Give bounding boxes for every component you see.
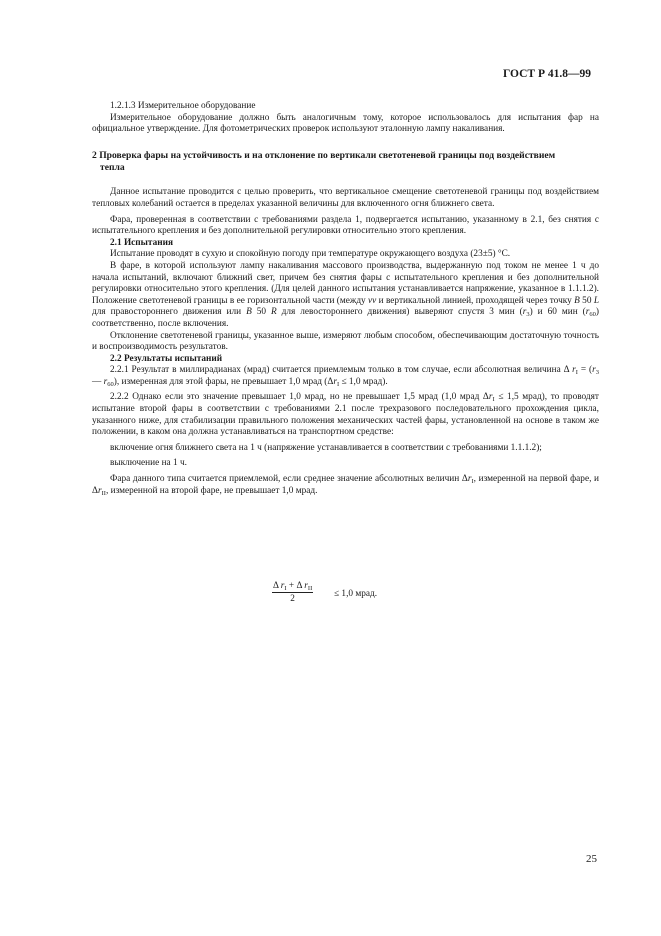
list-item-off: выключение на 1 ч.	[110, 458, 187, 469]
formula-denominator: 2	[290, 594, 295, 604]
paragraph: Данное испытание проводится с целью проверить, что вертикальное смещение светотеневой границы под воздействием тепловых колебаний остается в пределах указанной величины для включенного огня ближнего света.	[92, 187, 599, 209]
subsection-2-1-title: 2.1 Испытания	[110, 237, 173, 248]
clause-1-2-1-3: 1.2.1.3 Измерительное оборудование	[110, 101, 256, 111]
formula-fraction	[272, 581, 313, 604]
section-2-title-line1: 2 Проверка фары на устойчивость и на отклонение по вертикали светотеневой границы под воздействием	[92, 149, 556, 161]
paragraph: Измерительное оборудование должно быть аналогичным тому, которое использовалось для испытания фар на официальное утверждение. Для фотометрических проверок используют эталонную лампу накаливания.	[92, 112, 599, 135]
document-body	[92, 101, 599, 497]
paragraph: Фара, проверенная в соответствии с требованиями раздела 1, подвергается испытанию, указанному в 2.1, без снятия с испытательного крепления и без дополнительной регулировки относительно этого крепления.	[92, 214, 599, 237]
document-code: ГОСТ Р 41.8—99	[503, 68, 591, 80]
paragraph: Отклонение светотеневой границы, указанное выше, измеряют любым способом, обеспечивающим достаточную точность и воспроизводимость результатов.	[92, 330, 599, 353]
paragraph-acceptance: Фара данного типа считается приемлемой, если среднее значение абсолютных величин $\Delta r_I$, измеренной на первой фаре, и $\Delta r_{II}$, измеренной на второй фаре, не превышает 1,0 мрад.	[92, 474, 599, 497]
page-number: 25	[586, 853, 597, 865]
paragraph: Испытание проводят в сухую и спокойную погоду при температуре окружающего воздуха (23±5) °С.	[110, 249, 511, 260]
list-item-on: включение огня ближнего света на 1 ч (напряжение устанавливается в соответствии с требованиями 1.1.1.2);	[110, 442, 542, 453]
formula-numerator: Δ $r_I + \Delta$ $r_{II}$	[273, 581, 313, 592]
section-2-title	[92, 150, 599, 174]
clause-2-2-1: 2.2.1 Результат в миллирадианах (мрад) считается приемлемым только в том случае, если абсолютная величина Δ $r_I = (r_3$ — $r_{60}$), измеренная для этой фары, не превышает 1,0 мрад ($\Delta r_I \le 1,0$ мрад).	[92, 365, 599, 388]
paragraph-lamp-test: В фаре, в которой используют лампу накаливания массового производства, выдержанную под током не менее 1 ч до начала испытаний, включают ближний свет, причем без снятия фары с испытательного крепления и без дополнительной регулировки относительно этого крепления. (Для целей данного испытания устанавливается напряжение, указанное в 1.1.1.2). Положение светотеневой границы в ее горизонтальной части (между vv и вертикальной линией, проходящей через точку B 50 L для правостороннего движения или B 50 R для левостороннего движения) выверяют спустя 3 мин $(r_3)$ и 60 мин $(r_{60})$ соответственно, после включения.	[92, 260, 599, 329]
subsection-2-2-title: 2.2 Результаты испытаний	[110, 353, 223, 364]
section-2-title-line2: тепла	[100, 161, 125, 173]
formula-condition: ≤ 1,0 мрад.	[334, 589, 378, 599]
clause-2-2-2: 2.2.2 Однако если это значение превышает 1,0 мрад, но не превышает 1,5 мрад (1,0 мрад $\Delta r_I \le 1,5$ мрад), то проводят испытание второй фары в соответствии с требованиями 2.1 после трехразового последовательного прохождения цикла, указанного ниже, для стабилизации правильного положения механических частей фары, установленной на основе в таком же положении, в каком она должна устанавливаться на транспортном средстве:	[92, 392, 599, 438]
